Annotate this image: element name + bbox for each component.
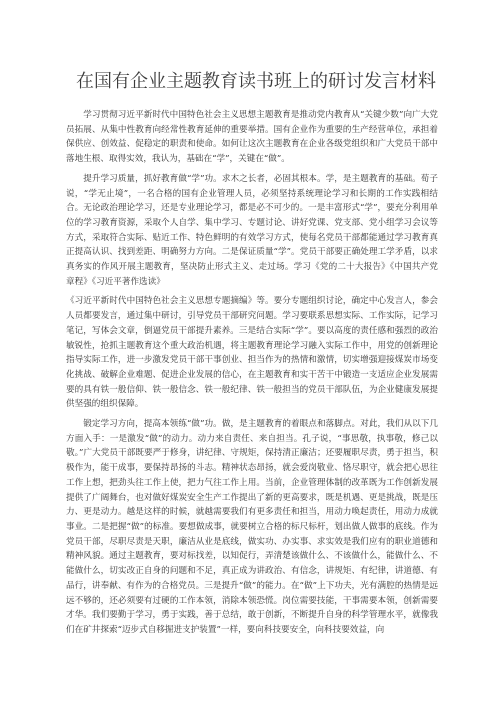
document-body <box>66 108 438 638</box>
paragraph-study-continued: 《习近平新时代中国特色社会主义思想专题摘编》等。要分专题组织讨论，确定中心发言人，参会人员都要发言，通过集中研讨，引导党员干部研究问题。学习要联系思想实际、工作实际，记学习笔记，写体会文章，倒逼党员干部提升素养。三是结合实际“学”。要以高度的责任感和强烈的政治敏锐性，抢抓主题教育这个重大政治机遇，将主题教育理论学习融入实际工作中，用党的创新理论指导实际工作，进一步激发党员干部干事创业、担当作为的热情和激情，切实增强迎接煤炭市场变化挑战、破解企业难题、促进企业发展的信心，在主题教育和实干苦干中锻造一支适应企业发展需要的具有铁一般信仰、铁一般信念、铁一般纪律、铁一般担当的党员干部队伍，为企业健康发展提供坚强的组织保障。 <box>66 296 438 410</box>
paragraph-intro: 学习贯彻习近平新时代中国特色社会主义思想主题教育是推动党内教育从“关键少数”向广大党员拓展、从集中性教育向经常性教育延伸的重要举措。国有企业作为重要的生产经营单位，承担着保供应、创效益、促稳定的职责和使命。如何让这次主题教育在企业各级党组织和广大党员干部中落地生根、取得实效，我认为，基础在“学”，关键在“做”。 <box>66 110 438 165</box>
paragraph-practice: 锻定学习方向，提高本领练“做”功。做，是主题教育的着眼点和落脚点。对此，我们从以下几方面入手：一是激发“做”的动力。动力来自责任、来自担当。孔子说，“事思敬，执事敬，修己以敬。”广大党员干部既要严于修身，讲纪律、守规矩，保持清正廉洁；还要履职尽责，勇于担当，积极作为，能干成事，要保持昂扬的斗志。精神状态昂扬，就会爱岗敬业、恪尽职守，就会把心思往工作上想，把劲头往工作上使，把力气往工作上用。当前，企业管理体制的改革既为工作创新发展提供了广阔舞台，也对做好煤炭安全生产工作提出了新的更高要求，既是机遇、更是挑战，既是压力、更是动力。越是这样的时候，就越需要我们有更多责任和担当，用动力唤起责任，用动力成就事业。二是把握“做”的标准。要想做成事，就要树立合格的标尺标杆，划出做人做事的底线。作为党员干部，尽职尽责是天职，廉洁从业是底线，做实功、办实事、求实效是我们应有的职业道德和精神风貌。通过主题教育，要对标找差，以知促行，弄清楚该做什么、不该做什么，能做什么、不能做什么，切实改正自身的问题和不足，真正成为讲政治、有信念，讲规矩、有纪律，讲道德、有品行，讲奉献、有作为的合格党员。三是提升“做”的能力。在“做”上下功夫，光有满腔的热情是远远不够的，还必须要有过硬的工作本领，消除本领恐慌。岗位需要技能，干事需要本领，创新需要才华。我们要勤于学习，勇于实践，善于总结，敢于创新，不断提升自身的科学管理水平，就像我们在矿井探索“迈步式自移掘进支护装置”一样，要向科技要安全，向科技要效益，向 <box>66 419 438 635</box>
document-title: 在国有企业主题教育读书班上的研讨发言材料 <box>76 71 436 92</box>
paragraph-study: 提升学习质量，抓好教育做“学”功。求木之长者，必固其根本。学，是主题教育的基础。荀子说，“学无止境”，一名合格的国有企业管理人员，必须坚持系统理论学习和长期的工作实践相结合。无论政治理论学习，还是专业理论学习，都是必不可少的。一是丰富形式“学”，要充分利用单位的学习教育资源，采取个人自学、集中学习、专题讨论、讲好党课、党支部、党小组学习会议等方式，采取符合实际、贴近工作、特色鲜明的有效学习方式，使每名党员干部都能通过学习教育真正提高认识、找到差距、明确努力方向。二是保证质量“学”。党员干部要正确处理工学矛盾，以求真务实的作风开展主题教育，坚决防止形式主义、走过场。学习《党的二十大报告》《中国共产党章程》《习近平著作选读》 <box>66 173 438 287</box>
